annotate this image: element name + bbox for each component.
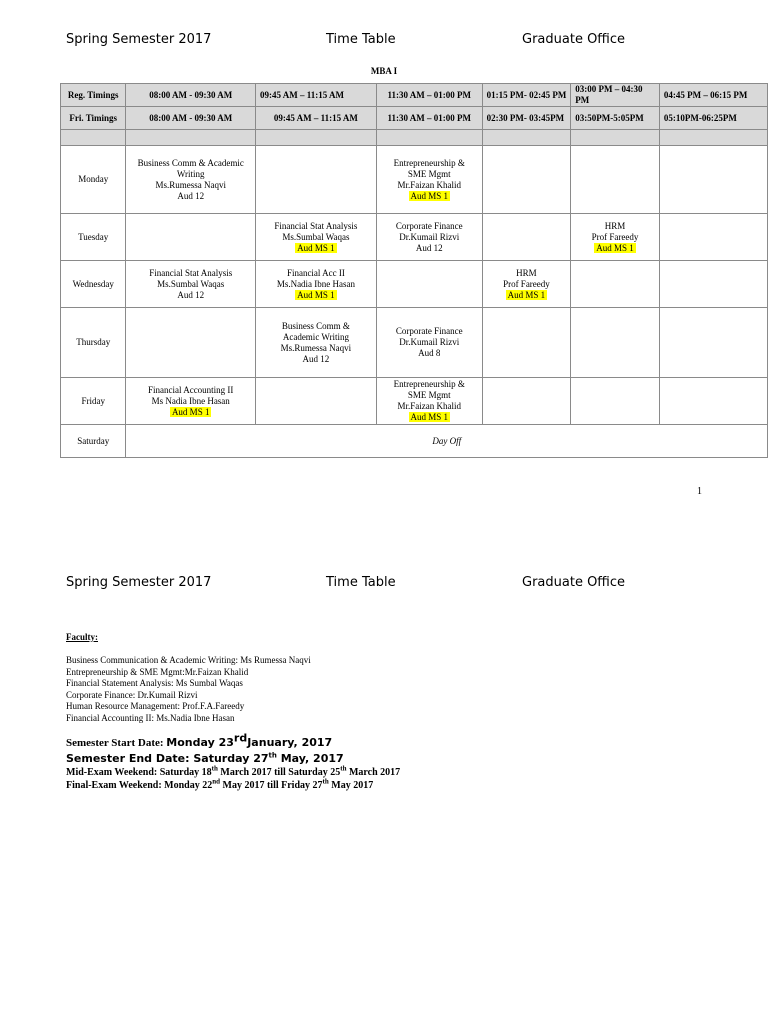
day-label: Thursday [61,308,126,378]
empty-cell [376,261,482,308]
faculty-item: Financial Statement Analysis: Ms Sumbal Waqas [66,678,243,688]
empty-cell [482,378,571,425]
course-name: Business Comm & [281,320,350,331]
empty-cell [126,308,256,378]
semester-start-date [66,731,400,751]
room-highlighted: Aud MS 1 [410,412,449,422]
page-header-2 [0,575,768,595]
course-name: Financial Stat Analysis [149,267,233,278]
reg-timings-label: Reg. Timings [61,84,126,107]
room-highlighted: Aud MS 1 [171,406,210,417]
reg-slot-4: 01:15 PM- 02:45 PM [482,84,571,107]
final-part: Final-Exam Weekend: Monday 22 [66,780,213,791]
fri-slot-3: 11:30 AM – 01:00 PM [376,107,482,130]
class-cell [126,146,256,214]
spacer-cell [659,130,767,146]
faculty-item: Entrepreneurship & SME Mgmt:Mr.Faizan Khalid [66,666,249,677]
reg-timings-row [61,84,768,107]
empty-cell [571,378,660,425]
empty-cell [482,214,571,261]
room: Aud 12 [177,190,205,201]
empty-cell [659,146,767,214]
fri-timings-row [61,107,768,130]
day-row-monday [61,146,768,214]
course-name-cont: SME Mgmt [407,168,451,179]
mid-part: March 2017 till Saturday 25 [217,767,341,778]
page-header [0,32,768,52]
reg-slot-6: 04:45 PM – 06:15 PM [659,84,767,107]
end-date-rest: May, 2017 [276,752,344,765]
instructor: Ms.Sumbal Waqas [157,278,225,289]
empty-cell [482,146,571,214]
class-cell [376,146,482,214]
reg-slot-1: 08:00 AM - 09:30 AM [126,84,256,107]
instructor: Mr.Faizan Khalid [397,401,461,411]
semester-end-date [66,751,400,766]
instructor: Dr.Kumail Rizvi [399,337,460,347]
mid-part: Mid-Exam Weekend: Saturday 18 [66,767,212,778]
empty-cell [571,308,660,378]
room-highlighted: Aud MS 1 [297,242,335,253]
mid-part: March 2017 [346,767,401,778]
day-label: Wednesday [61,261,126,308]
class-cell [126,378,256,425]
document-title: Time Table [326,575,396,590]
course-name: Financial Accounting II [147,384,234,395]
empty-cell [482,308,571,378]
end-sup: th [268,751,277,760]
day-label: Friday [61,378,126,425]
course-name: Business Comm & Academic [137,157,244,168]
instructor: Ms.Rumessa Naqvi [280,342,352,353]
day-row-saturday [61,425,768,458]
document-title: Time Table [326,32,396,47]
mid-sup: th [211,764,218,773]
day-row-friday [61,378,768,425]
course-name: Financial Acc II [286,267,345,278]
empty-cell [659,308,767,378]
class-cell [482,261,571,308]
day-label: Tuesday [61,214,126,261]
fri-slot-2: 09:45 AM – 11:15 AM [256,107,377,130]
fri-slot-5: 03:50PM-5:05PM [571,107,660,130]
instructor: Ms.Sumbal Waqas [282,231,350,242]
course-name-cont: Academic Writing [282,331,350,342]
mid-sup: th [340,764,347,773]
page-number: 1 [697,486,702,497]
spacer-row [61,130,768,146]
spacer-cell [126,130,256,146]
day-row-tuesday [61,214,768,261]
start-sup: rd [233,731,248,745]
instructor: Prof Fareedy [503,278,550,289]
day-row-thursday [61,308,768,378]
day-off-note: Day Off [126,425,768,458]
course-name: Corporate Finance [395,326,463,336]
class-cell [376,378,482,425]
spacer-cell [256,130,377,146]
course-name-cont: Writing [176,168,205,179]
empty-cell [571,146,660,214]
course-name: Entrepreneurship & [393,379,465,389]
mid-exam-weekend [66,766,400,779]
fri-slot-1: 08:00 AM - 09:30 AM [126,107,256,130]
instructor: Mr.Faizan Khalid [397,179,461,190]
fri-slot-4: 02:30 PM- 03:45PM [482,107,571,130]
final-exam-weekend [66,779,400,792]
room-highlighted: Aud MS 1 [410,190,449,201]
room: Aud 8 [418,348,441,358]
class-cell [256,308,377,378]
final-sup: th [322,777,329,786]
spacer-cell [376,130,482,146]
class-cell [571,214,660,261]
spacer-cell [571,130,660,146]
instructor: Prof Fareedy [591,231,639,242]
class-cell [256,261,377,308]
instructor: Ms.Nadia Ibne Hasan [276,278,356,289]
empty-cell [659,261,767,308]
semester-label: Spring Semester 2017 [66,32,212,47]
course-name: HRM [516,267,537,278]
start-date-rest: January, 2017 [247,736,333,749]
course-name-cont: SME Mgmt [407,390,451,400]
timetable [60,83,768,458]
semester-label: Spring Semester 2017 [66,575,212,590]
empty-cell [659,378,767,425]
final-sup: nd [212,777,221,786]
program-title: MBA I [370,66,398,76]
day-label: Saturday [61,425,126,458]
day-row-wednesday [61,261,768,308]
reg-slot-2: 09:45 AM – 11:15 AM [256,84,377,107]
fri-timings-label: Fri. Timings [61,107,126,130]
spacer-cell [61,130,126,146]
semester-dates [66,731,401,792]
empty-cell [571,261,660,308]
empty-cell [256,146,377,214]
room-highlighted: Aud MS 1 [297,289,335,300]
room: Aud 12 [177,289,205,300]
class-cell [126,261,256,308]
instructor: Ms.Rumessa Naqvi [155,179,226,190]
faculty-item: Business Communication & Academic Writing: Ms Rumessa Naqvi [66,655,311,665]
reg-slot-5: 03:00 PM – 04:30 PM [571,84,660,107]
course-name: Financial Stat Analysis [274,220,358,231]
faculty-item: Financial Accounting II: Ms.Nadia Ibne Hasan [66,712,235,723]
empty-cell [126,214,256,261]
start-date: Monday 23 [166,736,234,749]
faculty-item: Human Resource Management: Prof.F.A.Fareedy [66,701,245,711]
instructor: Ms Nadia Ibne Hasan [151,395,230,406]
course-name: HRM [604,220,626,231]
room-highlighted: Aud MS 1 [507,289,546,300]
faculty-item: Corporate Finance: Dr.Kumail Rizvi [66,689,198,700]
course-name: Entrepreneurship & [393,157,465,168]
empty-cell [256,378,377,425]
room-highlighted: Aud MS 1 [596,242,634,253]
start-label: Semester Start Date: [66,737,164,749]
class-cell [376,214,482,261]
faculty-heading: Faculty: [66,632,98,642]
end-date: Semester End Date: Saturday 27 [66,752,269,765]
room: Aud 12 [302,353,330,364]
spacer-cell [482,130,571,146]
empty-cell [659,214,767,261]
faculty-list [66,655,311,724]
room: Aud 12 [415,242,443,253]
office-label: Graduate Office [522,32,626,47]
instructor: Dr.Kumail Rizvi [399,231,460,242]
office-label: Graduate Office [522,575,626,590]
reg-slot-3: 11:30 AM – 01:00 PM [376,84,482,107]
day-label: Monday [61,146,126,214]
class-cell [376,308,482,378]
final-part: May 2017 till Friday 27 [220,780,323,791]
final-part: May 2017 [328,780,374,791]
class-cell [256,214,377,261]
course-name: Corporate Finance [395,220,463,231]
fri-slot-6: 05:10PM-06:25PM [659,107,767,130]
